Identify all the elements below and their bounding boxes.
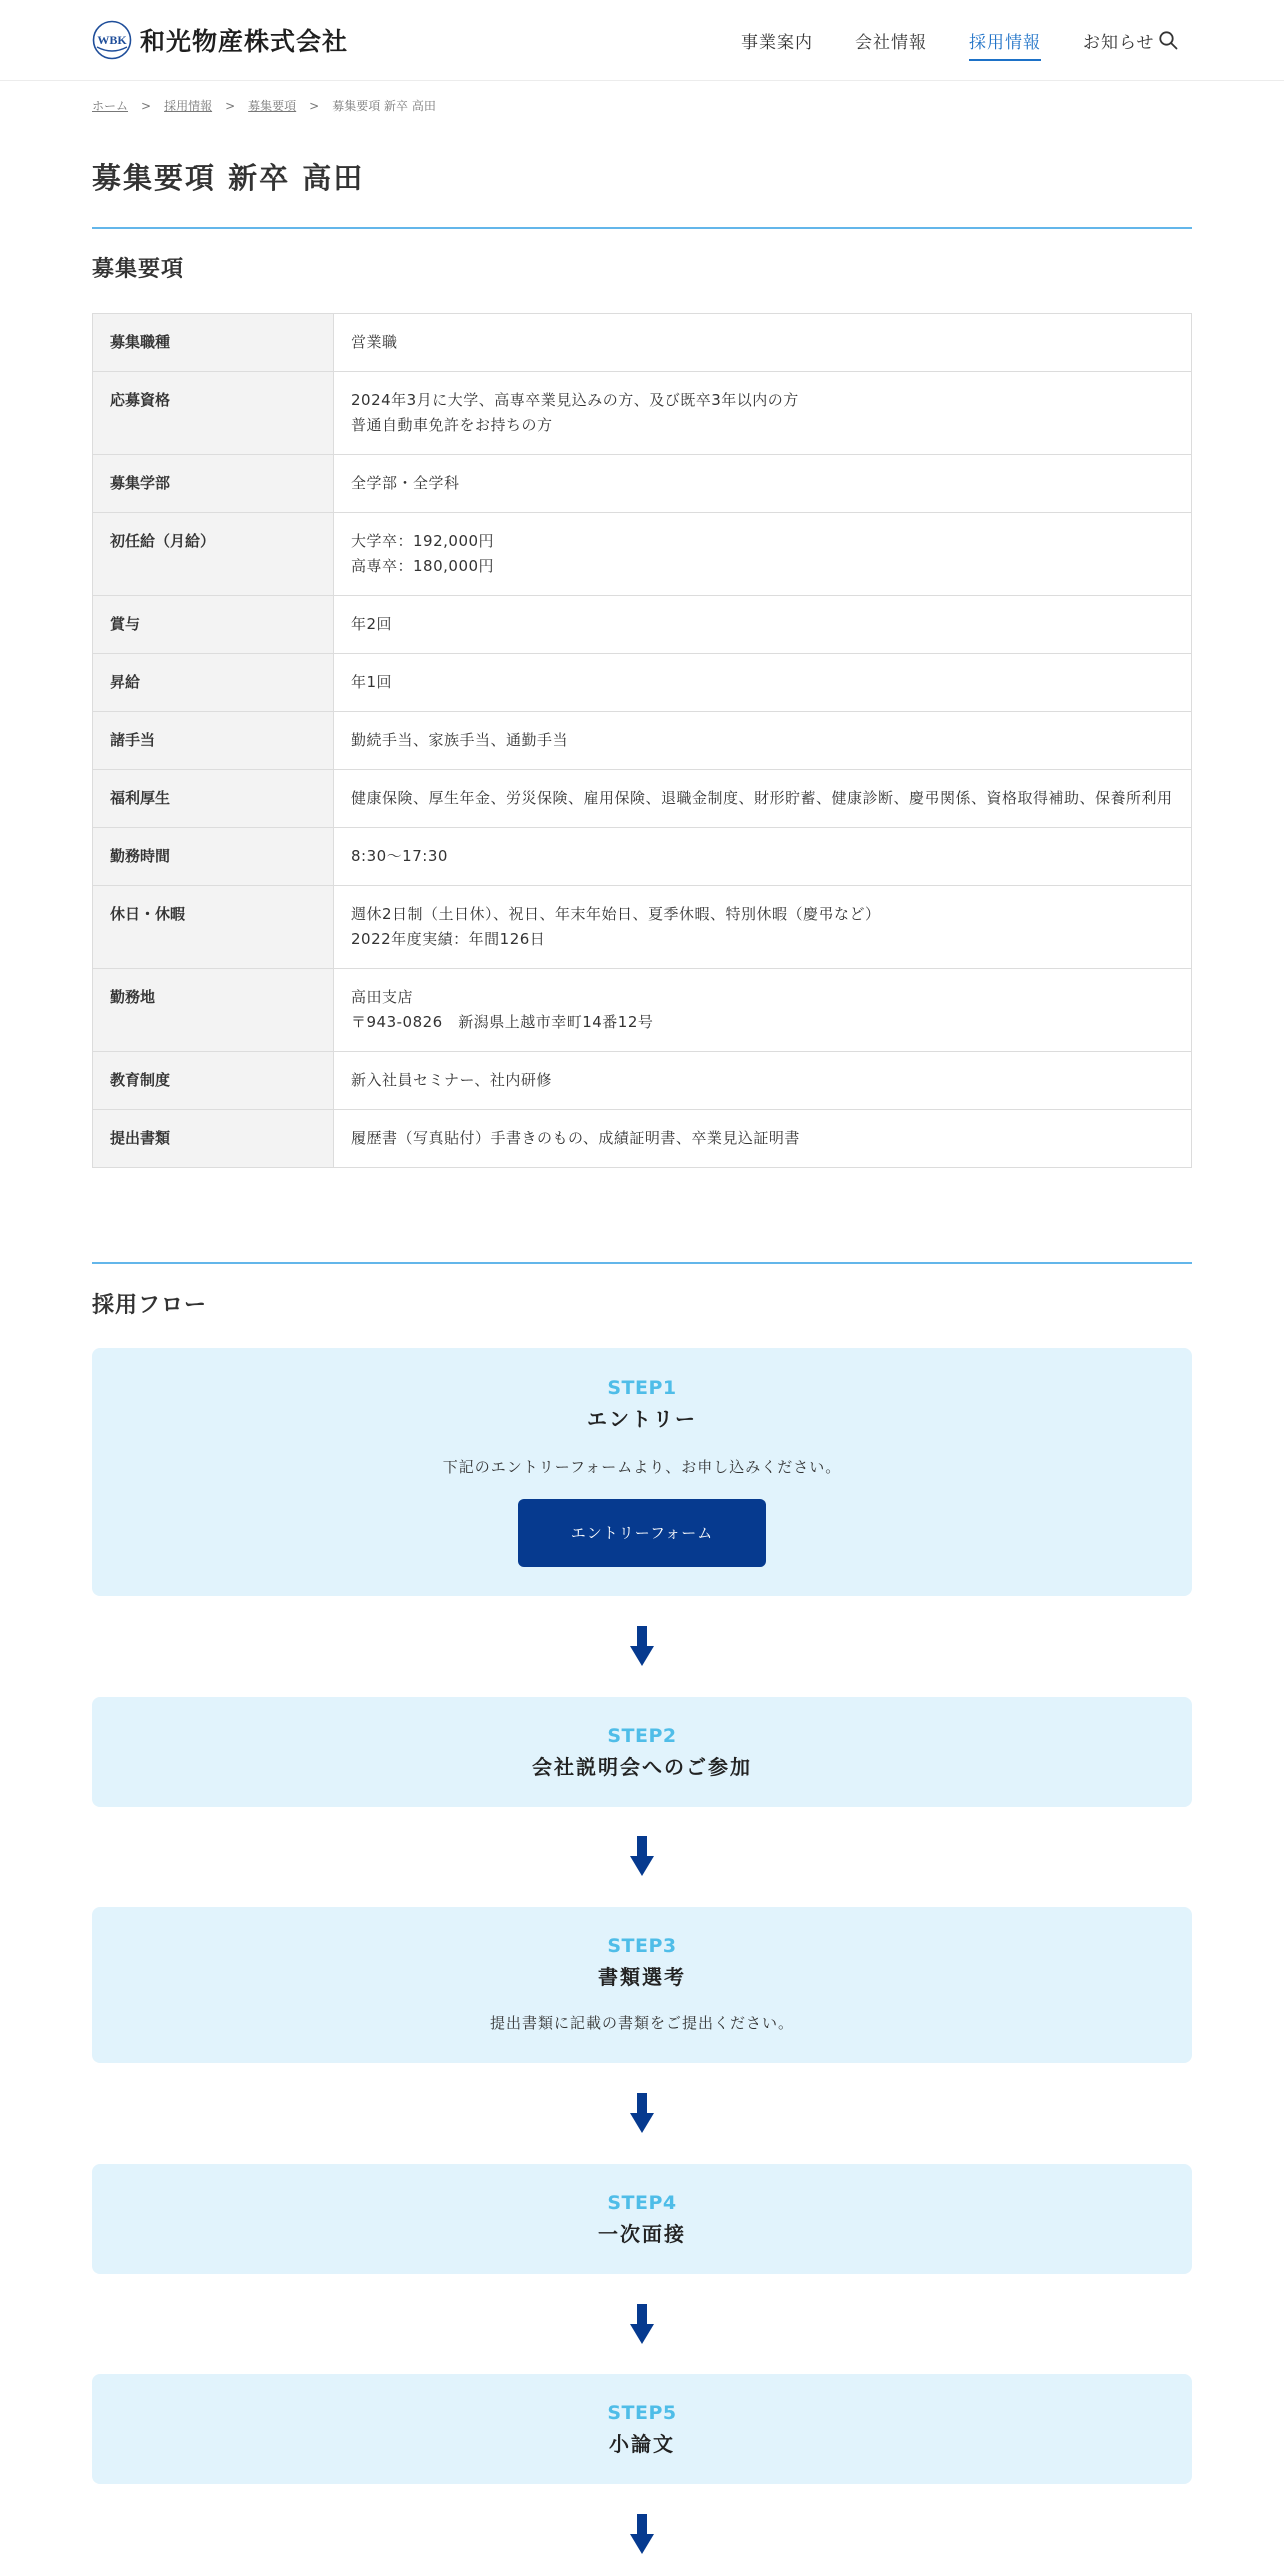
nav-item-recruit[interactable]: 採用情報 [969,22,1041,59]
step-title: 会社説明会へのご参加 [532,1755,752,1779]
nav-item-business[interactable]: 事業案内 [741,33,813,53]
step-title: 一次面接 [598,2222,686,2246]
breadcrumb-separator: > [309,98,320,113]
row-label: 応募資格 [93,372,334,455]
logo[interactable] [92,19,348,61]
arrow-down-icon [630,2304,654,2344]
page-title: 募集要項 新卒 高田 [92,161,365,195]
global-nav [741,0,1197,81]
flow-heading: 採用フロー [92,1293,208,1318]
step-description: 下記のエントリーフォームより、お申し込みください。 [442,1458,842,1476]
table-row [93,513,1192,596]
row-value: 健康保険、厚生年金、労災保険、雇用保険、退職金制度、財形貯蓄、健康診断、慶弔関係、資格取得補助、保養所利用 [334,770,1192,828]
table-row [93,372,1192,455]
step-label: STEP4 [607,2192,677,2214]
row-value: 営業職 [334,314,1192,372]
row-value: 2024年3月に大学、高専卒業見込みの方、及び既卒3年以内の方 普通自動車免許をお持ちの方 [334,372,1192,455]
requirements-table [92,313,1192,1168]
flow-step-5 [92,2374,1192,2484]
entry-form-button[interactable]: エントリーフォーム [518,1499,766,1567]
search-icon[interactable] [1158,30,1178,50]
row-value: 週休2日制（土日休）、祝日、年末年始日、夏季休暇、特別休暇（慶弔など） 2022年度実績：年間126日 [334,886,1192,969]
row-value: 全学部・全学科 [334,455,1192,513]
table-row [93,596,1192,654]
breadcrumb-current: 募集要項 新卒 高田 [332,99,436,113]
step-description: 提出書類に記載の書類をご提出ください。 [489,2014,794,2032]
table-row [93,712,1192,770]
row-label: 教育制度 [93,1052,334,1110]
step-title: エントリー [587,1407,697,1431]
section-divider [92,1262,1192,1264]
company-name: 和光物産株式会社 [140,27,349,56]
flow-step-1 [92,1348,1192,1596]
breadcrumb-home[interactable]: ホーム [92,99,129,113]
arrow-down-icon [630,2093,654,2133]
row-value: 8:30〜17:30 [334,828,1192,886]
flow-step-3 [92,1907,1192,2063]
row-label: 募集学部 [93,455,334,513]
section-divider [92,227,1192,229]
breadcrumb-separator: > [141,98,152,113]
breadcrumb-requirements[interactable]: 募集要項 [248,99,297,113]
row-value: 履歴書（写真貼付）手書きのもの、成績証明書、卒業見込証明書 [334,1110,1192,1168]
row-label: 勤務地 [93,969,334,1052]
arrow-down-icon [630,2514,654,2554]
step-title: 小論文 [609,2432,675,2456]
table-row [93,1052,1192,1110]
row-value: 年1回 [334,654,1192,712]
flow-step-4 [92,2164,1192,2274]
table-row [93,770,1192,828]
row-label: 勤務時間 [93,828,334,886]
flow-step-2 [92,1697,1192,1807]
logo-mark-icon [92,20,132,60]
logo-mark-text: WBK [97,33,127,47]
arrow-down-icon [630,1626,654,1666]
nav-item-company[interactable]: 会社情報 [855,33,927,53]
row-label: 募集職種 [93,314,334,372]
table-row [93,654,1192,712]
breadcrumb-recruit[interactable]: 採用情報 [164,99,213,113]
step-label: STEP5 [607,2402,677,2424]
row-label: 初任給（月給） [93,513,334,596]
table-row [93,969,1192,1052]
table-row [93,886,1192,969]
step-title: 書類選考 [598,1965,686,1989]
nav-item-news[interactable]: お知らせ [1083,33,1155,53]
row-value: 年2回 [334,596,1192,654]
row-label: 休日・休暇 [93,886,334,969]
row-label: 福利厚生 [93,770,334,828]
row-value: 高田支店 〒943-0826 新潟県上越市幸町14番12号 [334,969,1192,1052]
arrow-down-icon [630,1836,654,1876]
row-label: 昇給 [93,654,334,712]
breadcrumb-separator: > [225,98,236,113]
row-label: 提出書類 [93,1110,334,1168]
row-label: 賞与 [93,596,334,654]
step-label: STEP2 [607,1725,677,1747]
step-label: STEP3 [607,1935,677,1957]
table-row [93,314,1192,372]
site-header [0,0,1284,81]
row-value: 勤続手当、家族手当、通勤手当 [334,712,1192,770]
row-value: 大学卒：192,000円 高専卒：180,000円 [334,513,1192,596]
table-row [93,1110,1192,1168]
requirements-heading: 募集要項 [92,257,185,282]
row-value: 新入社員セミナー、社内研修 [334,1052,1192,1110]
row-label: 諸手当 [93,712,334,770]
step-label: STEP1 [607,1377,677,1399]
table-row [93,455,1192,513]
table-row [93,828,1192,886]
breadcrumb [92,97,436,114]
